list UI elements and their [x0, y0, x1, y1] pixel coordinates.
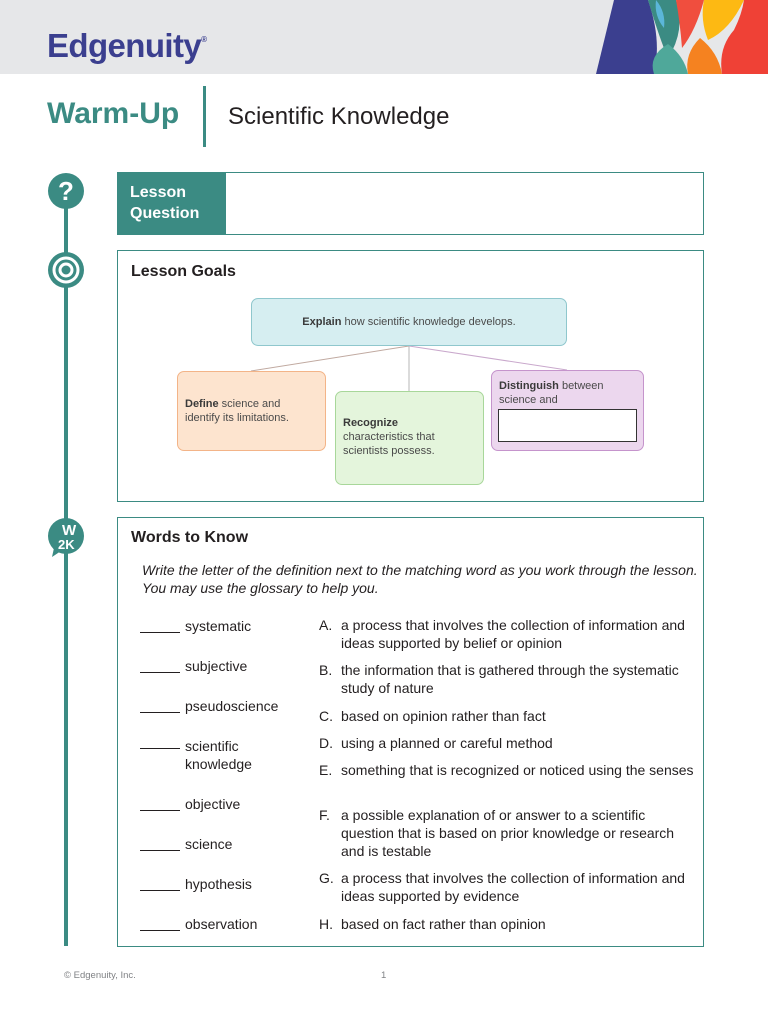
definition-letter: G. — [319, 870, 334, 886]
definition-letter: H. — [319, 916, 333, 932]
timeline-line — [64, 190, 68, 946]
answer-blank[interactable] — [140, 620, 180, 633]
lesson-question-label-line2: Question — [130, 205, 200, 222]
word-item — [140, 657, 247, 675]
header-bar — [0, 0, 768, 74]
goal-recognize-line1: characteristics that — [343, 431, 435, 443]
answer-blank[interactable] — [140, 700, 180, 713]
brand-logo — [47, 27, 206, 65]
word-item — [140, 617, 251, 635]
words-to-know-instructions: Write the letter of the definition next to the matching word as you work through the lesson. You may use the glossary to help you. — [142, 562, 698, 596]
goal-define-line1: science and — [218, 398, 281, 410]
footer-copyright: © Edgenuity, Inc. — [64, 970, 136, 981]
word-term: scientific — [185, 738, 239, 754]
word-term: objective — [185, 796, 241, 812]
definition-item — [319, 616, 694, 652]
word-term: systematic — [185, 618, 252, 634]
word-term-line2: knowledge — [185, 756, 252, 772]
definition-item — [319, 734, 694, 752]
trademark-mark: ® — [201, 35, 207, 44]
word-term: science — [185, 836, 233, 852]
word-item — [140, 915, 257, 933]
goal-distinguish-line1: between — [558, 380, 604, 392]
definition-letter: A. — [319, 617, 333, 633]
brand-name: Edgenuity — [47, 27, 202, 64]
lesson-question-label — [118, 173, 226, 234]
goal-distinguish-verb: Distinguish — [499, 380, 559, 392]
definition-text: a process that involves the collection of information and ideas supported by evidence — [341, 870, 685, 904]
definition-letter: F. — [319, 807, 330, 823]
definition-item — [319, 707, 694, 725]
w2k-letter-w: W — [62, 522, 77, 539]
goal-recognize-box — [335, 391, 484, 485]
word-term: subjective — [185, 658, 248, 674]
word-term: observation — [185, 916, 258, 932]
word-item — [140, 875, 252, 893]
goal-recognize-verb: Recognize — [343, 417, 399, 429]
goal-distinguish-box — [491, 370, 644, 451]
goal-recognize-line2: scientists possess. — [343, 445, 435, 457]
word-item — [140, 835, 232, 853]
answer-blank[interactable] — [140, 918, 180, 931]
word-item — [140, 697, 278, 715]
goal-define-box — [177, 371, 326, 451]
definition-item — [319, 761, 694, 779]
definition-letter: D. — [319, 735, 333, 751]
definition-text: using a planned or careful method — [341, 735, 553, 751]
words-to-know-panel — [117, 517, 704, 947]
definition-item — [319, 661, 694, 697]
definition-text: a process that involves the collection of information and ideas supported by belief or opinion — [341, 617, 685, 651]
target-icon — [48, 252, 84, 288]
definition-letter: C. — [319, 708, 333, 724]
answer-blank[interactable] — [140, 736, 180, 749]
words-to-know-icon — [48, 518, 84, 554]
words-to-know-heading: Words to Know — [131, 529, 249, 546]
definition-letter: B. — [319, 662, 333, 678]
answer-blank[interactable] — [140, 660, 180, 673]
definition-text: based on opinion rather than fact — [341, 708, 546, 724]
word-item — [140, 737, 252, 773]
distinguish-answer-field[interactable] — [498, 409, 637, 442]
brand-decoration-art — [596, 0, 768, 74]
definition-item — [319, 915, 694, 933]
goal-explain-verb: Explain — [302, 316, 342, 328]
answer-blank[interactable] — [140, 798, 180, 811]
lesson-goals-heading: Lesson Goals — [131, 263, 236, 280]
goal-define-line2: identify its limitations. — [185, 412, 289, 424]
title-divider — [203, 86, 206, 147]
goal-explain-box — [251, 298, 567, 346]
goal-explain-text: how scientific knowledge develops. — [341, 316, 516, 328]
page-title: Warm-Up — [47, 97, 180, 130]
answer-blank[interactable] — [140, 878, 180, 891]
definition-text: something that is recognized or noticed using the senses — [341, 762, 694, 778]
definition-text: the information that is gathered through the systematic study of nature — [341, 662, 679, 696]
word-item — [140, 795, 240, 813]
lesson-question-label-line1: Lesson — [130, 184, 187, 201]
page-topic: Scientific Knowledge — [228, 103, 450, 130]
definition-letter: E. — [319, 762, 333, 778]
answer-blank[interactable] — [140, 838, 180, 851]
question-icon: ? — [48, 173, 84, 209]
word-term: pseudoscience — [185, 698, 279, 714]
goal-distinguish-line2: science and — [499, 394, 558, 406]
definition-text: based on fact rather than opinion — [341, 916, 546, 932]
lesson-goals-panel — [117, 250, 704, 502]
definition-item — [319, 869, 694, 905]
word-term: hypothesis — [185, 876, 252, 892]
page-number: 1 — [381, 970, 387, 981]
goal-define-verb: Define — [185, 398, 219, 410]
lesson-question-answer-field[interactable] — [230, 173, 703, 234]
definition-item — [319, 806, 694, 860]
lesson-question-panel — [117, 172, 704, 235]
w2k-letters-2k: 2K — [58, 537, 75, 552]
definition-text: a possible explanation of or answer to a scientific question that is based on prior knowledge or research and is testable — [341, 807, 675, 859]
